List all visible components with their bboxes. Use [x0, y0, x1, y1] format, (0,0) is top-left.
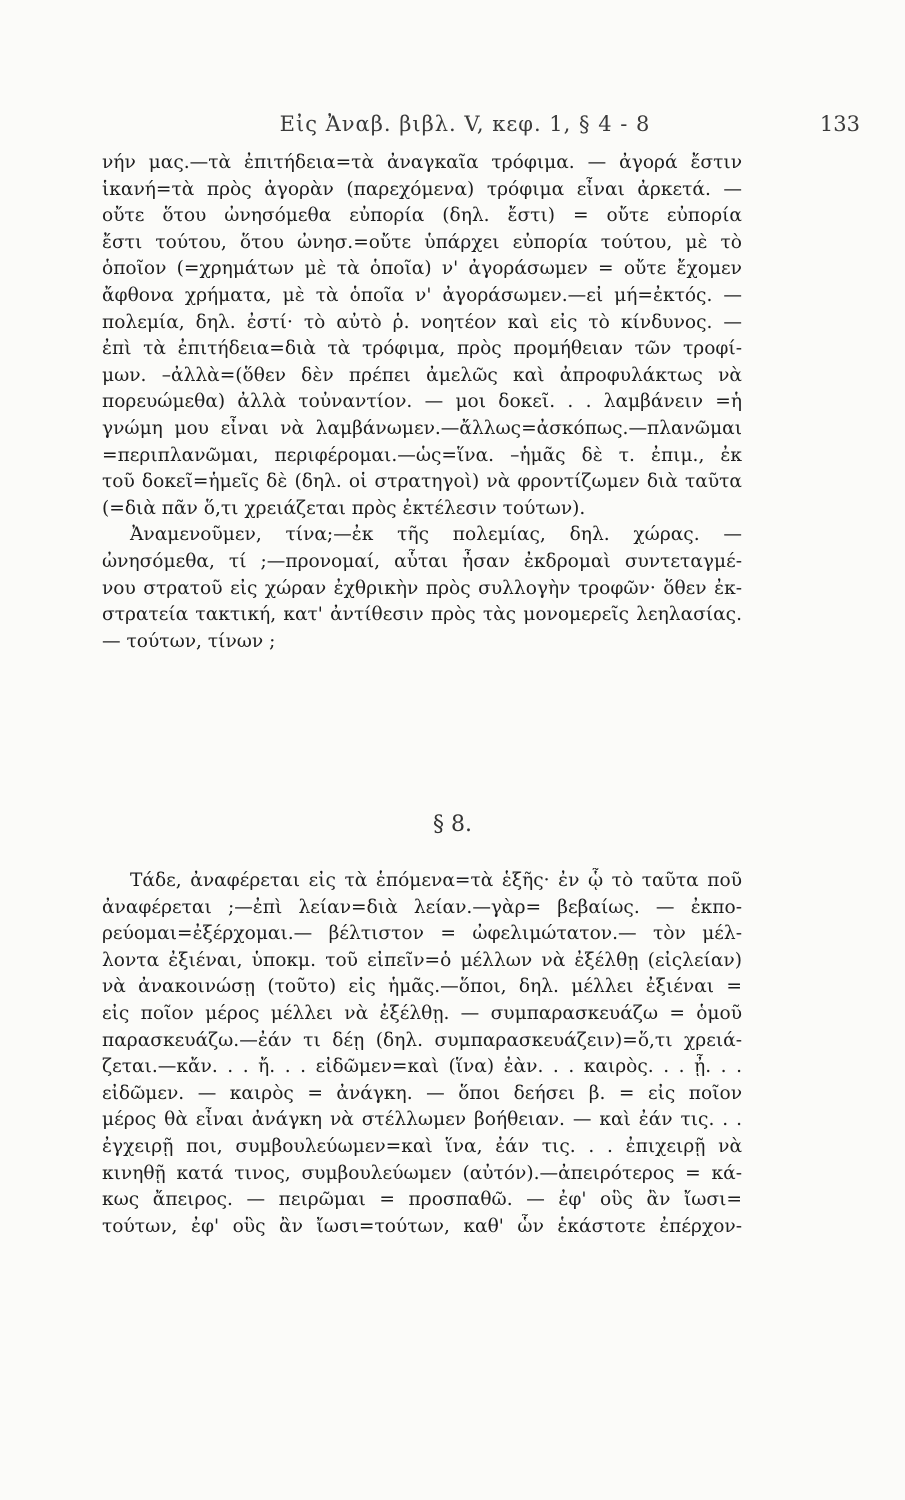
commentary-block-1: [102, 150, 742, 655]
text-line: πολεμία, δηλ. ἐστί· τὸ αὐτὸ ῥ. νοητέον καὶ εἰς τὸ κίνδυνος. —: [102, 311, 742, 333]
running-head-title: Εἰς Ἀναβ. βιβλ. V, κεφ. 1, § 4 - 8: [279, 112, 651, 136]
text-line: ὠνησόμεθα, τί ;—προνομαί, αὗται ἦσαν ἐκδρομαὶ συντεταγμέ-: [102, 550, 742, 572]
text-line: ἄφθονα χρήματα, μὲ τὰ ὁποῖα ν' ἀγοράσωμεν.—εἰ μή=ἐκτός. —: [102, 284, 742, 306]
text-line: στρατεία τακτική, κατ' ἀντίθεσιν πρὸς τὰς μονομερεῖς λεηλασίας.: [102, 604, 742, 626]
text-line: νου στρατοῦ εἰς χώραν ἐχθρικὴν πρὸς συλλογὴν τροφῶν· ὅθεν ἐκ-: [102, 577, 742, 599]
text-line: μων. –ἀλλὰ=(ὅθεν δὲν πρέπει ἀμελῶς καὶ ἀπροφυλάκτως νὰ: [102, 364, 742, 386]
text-line: Ἀναμενοῦμεν, τίνα;—ἐκ τῆς πολεμίας, δηλ. χώρας. —: [130, 524, 742, 546]
text-line: νήν μας.—τὰ ἐπιτήδεια=τὰ ἀναγκαῖα τρόφιμα. — ἀγορά ἔστιν: [102, 152, 742, 173]
text-line: γνώμη μου εἶναι νὰ λαμβάνωμεν.—ἄλλως=ἀσκόπως.—πλανῶμαι: [102, 417, 742, 439]
text-line: εἰδῶμεν. — καιρὸς = ἀνάγκη. — ὅποι δεήσει β. = εἰς ποῖον: [102, 1082, 742, 1104]
text-line: ρεύομαι=ἐξέρχομαι.— βέλτιστον = ὠφελιμώτατον.— τὸν μέλ-: [102, 923, 742, 945]
text-line: ζεται.—κἄν. . . ἤ. . . εἰδῶμεν=καὶ (ἵνα) ἐὰν. . . καιρὸς. . . ᾖ. . .: [102, 1056, 742, 1078]
text-line: ὁποῖον (=χρημάτων μὲ τὰ ὁποῖα) ν' ἀγοράσωμεν = οὔτε ἔχομεν: [102, 258, 742, 280]
text-line: ἱκανή=τὰ πρὸς ἀγορὰν (παρεχόμενα) τρόφιμα εἶναι ἀρκετά. —: [102, 178, 742, 200]
text-line: τοῦ δοκεῖ=ἡμεῖς δὲ (δηλ. οἱ στρατηγοὶ) νὰ φροντίζωμεν διὰ ταῦτα: [102, 471, 742, 493]
commentary-block-2: [102, 868, 742, 1240]
text-line: κινηθῇ κατά τινος, συμβουλεύωμεν (αὐτόν).—ἀπειρότερος = κά-: [102, 1162, 742, 1184]
text-line: =περιπλανῶμαι, περιφέρομαι.—ὡς=ἵνα. –ἡμᾶς δὲ τ. ἐπιμ., ἐκ: [102, 444, 742, 466]
text-line: παρασκευάζω.—ἐάν τι δέῃ (δηλ. συμπαρασκευάζειν)=ὅ,τι χρειά-: [102, 1029, 742, 1051]
text-line: οὔτε ὅτου ὠνησόμεθα εὐπορία (δηλ. ἔστι) = οὔτε εὐπορία: [102, 205, 742, 227]
text-line: κως ἄπειρος. — πειρῶμαι = προσπαθῶ. — ἐφ' οὓς ἂν ἴωσι=: [102, 1189, 742, 1211]
text-line: Τάδε, ἀναφέρεται εἰς τὰ ἑπόμενα=τὰ ἑξῆς· ἐν ᾧ τὸ ταῦτα ποῦ: [130, 870, 742, 891]
text-line: τούτων, ἐφ' οὓς ἂν ἴωσι=τούτων, καθ' ὧν ἑκάστοτε ἐπέρχον-: [102, 1215, 742, 1237]
text-line: ἐγχειρῇ ποι, συμβουλεύωμεν=καὶ ἵνα, ἐάν τις. . . ἐπιχειρῇ νὰ: [102, 1135, 742, 1157]
text-line: πορευώμεθα) ἀλλὰ τοὐναντίον. — μοι δοκεῖ. . . λαμβάνειν =ἡ: [102, 391, 742, 413]
text-line: (=διὰ πᾶν ὅ,τι χρειάζεται πρὸς ἐκτέλεσιν τούτων).: [102, 497, 586, 519]
text-line: λοντα ἐξιέναι, ὑποκμ. τοῦ εἰπεῖν=ὁ μέλλων νὰ ἐξέλθῃ (εἰςλείαν): [102, 949, 742, 971]
text-line: νὰ ἀνακοινώσῃ (τοῦτο) εἰς ἡμᾶς.—ὅποι, δηλ. μέλλει ἐξιέναι =: [102, 976, 742, 998]
text-line: εἰς ποῖον μέρος μέλλει νὰ ἐξέλθῃ. — συμπαρασκευάζω = ὁμοῦ: [102, 1002, 742, 1024]
text-line: ἀναφέρεται ;—ἐπὶ λείαν=διὰ λείαν.—γὰρ= βεβαίως. — ἐκπο-: [102, 896, 742, 918]
text-line: ἔστι τούτου, ὅτου ὠνησ.=οὔτε ὑπάρχει εὐπορία τούτου, μὲ τὸ: [102, 231, 742, 253]
text-line: ἐπὶ τὰ ἐπιτήδεια=διὰ τὰ τρόφιμα, πρὸς προμήθειαν τῶν τροφί-: [102, 338, 742, 360]
text-line: μέρος θὰ εἶναι ἀνάγκη νὰ στέλλωμεν βοήθειαν. — καὶ ἐάν τις. . .: [102, 1109, 742, 1131]
section-heading: § 8.: [433, 812, 472, 837]
page-number: 133: [819, 112, 860, 136]
running-head: [70, 112, 860, 152]
text-line: — τούτων, τίνων ;: [102, 630, 276, 652]
